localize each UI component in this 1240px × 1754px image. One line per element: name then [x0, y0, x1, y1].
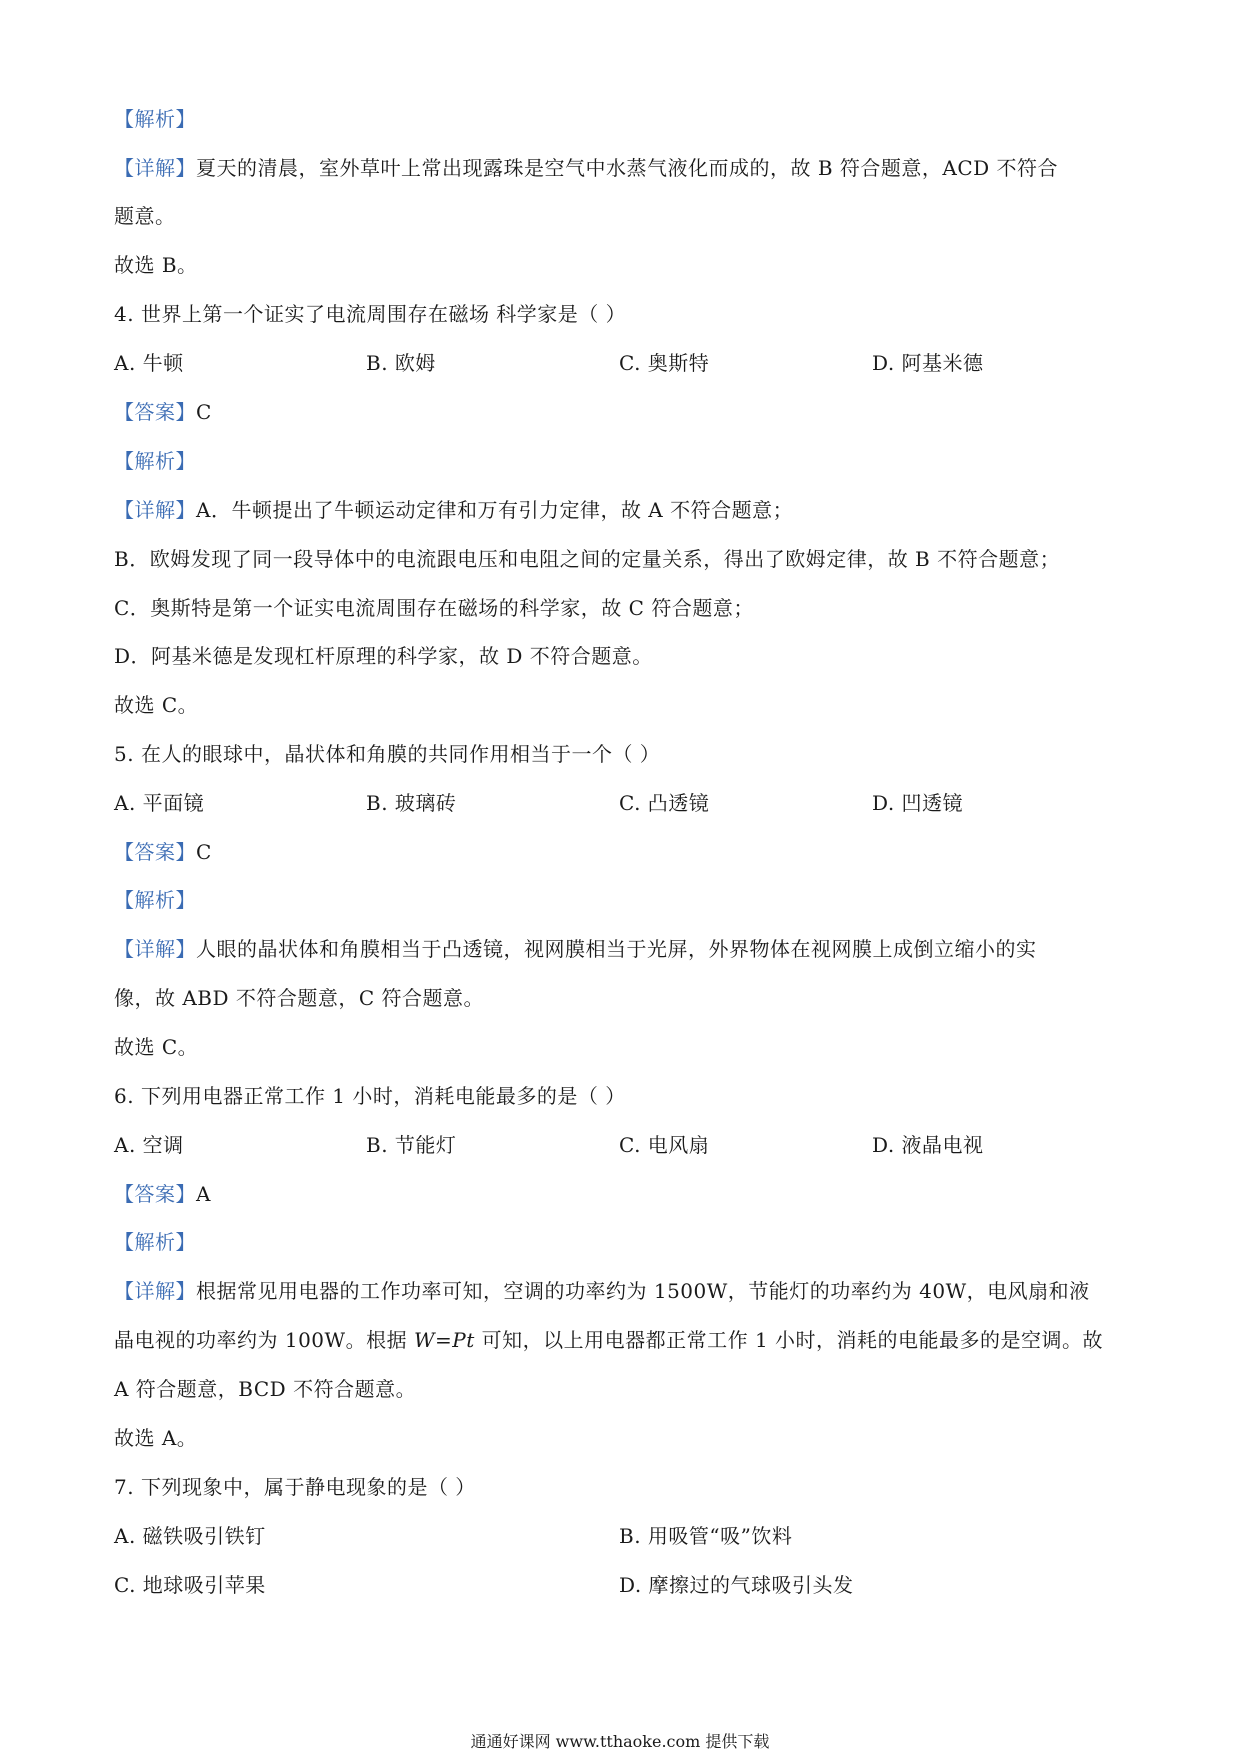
answer-tag: 【答案】: [114, 400, 196, 424]
q6-option-b: B. 节能灯: [366, 1133, 457, 1157]
detail-tag: 【详解】: [114, 937, 196, 961]
q6-selection: 故选 A。: [114, 1426, 198, 1450]
q5-option-b: B. 玻璃砖: [366, 791, 457, 815]
q4-answer: 【答案】C: [114, 400, 212, 424]
q5-answer: 【答案】C: [114, 840, 212, 864]
formula: W=Pt: [413, 1328, 475, 1352]
q6-option-a: A. 空调: [114, 1133, 184, 1157]
q6-detail-3: A 符合题意，BCD 不符合题意。: [114, 1377, 417, 1401]
q4-detail-1: 【详解】A．牛顿提出了牛顿运动定律和万有引力定律，故 A 不符合题意；: [114, 498, 794, 522]
q5-detail-1: 【详解】人眼的晶状体和角膜相当于凸透镜，视网膜相当于光屏，外界物体在视网膜上成倒立缩小的实: [114, 937, 1037, 961]
q4-selection: 故选 C。: [114, 693, 199, 717]
question-6: 6. 下列用电器正常工作 1 小时，消耗电能最多的是（ ）: [114, 1084, 626, 1108]
detail-tag: 【详解】: [114, 156, 196, 180]
q7-option-b: B. 用吸管“吸”饮料: [619, 1524, 793, 1548]
q5-detail-2: 像，故 ABD 不符合题意，C 符合题意。: [114, 986, 485, 1010]
q7-option-d: D. 摩擦过的气球吸引头发: [619, 1573, 854, 1597]
q4-detail-2: B．欧姆发现了同一段导体中的电流跟电压和电阻之间的定量关系，得出了欧姆定律，故 B 不符合题意；: [114, 547, 1061, 571]
q4-option-b: B. 欧姆: [366, 351, 436, 375]
analysis-heading: 【解析】: [114, 107, 196, 131]
q6-answer: 【答案】A: [114, 1182, 211, 1206]
answer-tag: 【答案】: [114, 1182, 196, 1206]
answer-tag: 【答案】: [114, 840, 196, 864]
q5-analysis-heading: 【解析】: [114, 888, 196, 912]
detail-paragraph: 【详解】夏天的清晨，室外草叶上常出现露珠是空气中水蒸气液化而成的，故 B 符合题意，ACD 不符合: [114, 156, 1059, 180]
detail-tag: 【详解】: [114, 1279, 196, 1303]
q4-analysis-heading: 【解析】: [114, 449, 196, 473]
q4-detail-4: D．阿基米德是发现杠杆原理的科学家，故 D 不符合题意。: [114, 644, 653, 668]
q5-option-c: C. 凸透镜: [619, 791, 710, 815]
q6-option-c: C. 电风扇: [619, 1133, 710, 1157]
detail-tag: 【详解】: [114, 498, 196, 522]
question-7: 7. 下列现象中，属于静电现象的是（ ）: [114, 1475, 476, 1499]
q4-option-d: D. 阿基米德: [872, 351, 984, 375]
q5-selection: 故选 C。: [114, 1035, 199, 1059]
q4-detail-3: C．奥斯特是第一个证实电流周围存在磁场的科学家，故 C 符合题意；: [114, 596, 754, 620]
q7-option-c: C. 地球吸引苹果: [114, 1573, 266, 1597]
question-5: 5. 在人的眼球中，晶状体和角膜的共同作用相当于一个（ ）: [114, 742, 661, 766]
q4-option-c: C. 奥斯特: [619, 351, 710, 375]
page-footer: 通通好课网 www.tthaoke.com 提供下载: [470, 1732, 770, 1751]
q5-option-d: D. 凹透镜: [872, 791, 964, 815]
q5-option-a: A. 平面镜: [114, 791, 205, 815]
detail-paragraph-cont: 题意。: [114, 204, 176, 228]
q4-option-a: A. 牛顿: [114, 351, 184, 375]
question-4: 4. 世界上第一个证实了电流周围存在磁场 科学家是（ ）: [114, 302, 627, 326]
q6-analysis-heading: 【解析】: [114, 1230, 196, 1254]
q7-option-a: A. 磁铁吸引铁钉: [114, 1524, 266, 1548]
q6-detail-1: 【详解】根据常见用电器的工作功率可知，空调的功率约为 1500W，节能灯的功率约为 40W，电风扇和液: [114, 1279, 1090, 1303]
q6-detail-2: 晶电视的功率约为 100W。根据 W=Pt 可知，以上用电器都正常工作 1 小时，消耗的电能最多的是空调。故: [114, 1328, 1104, 1352]
answer-selection: 故选 B。: [114, 253, 198, 277]
q6-option-d: D. 液晶电视: [872, 1133, 984, 1157]
